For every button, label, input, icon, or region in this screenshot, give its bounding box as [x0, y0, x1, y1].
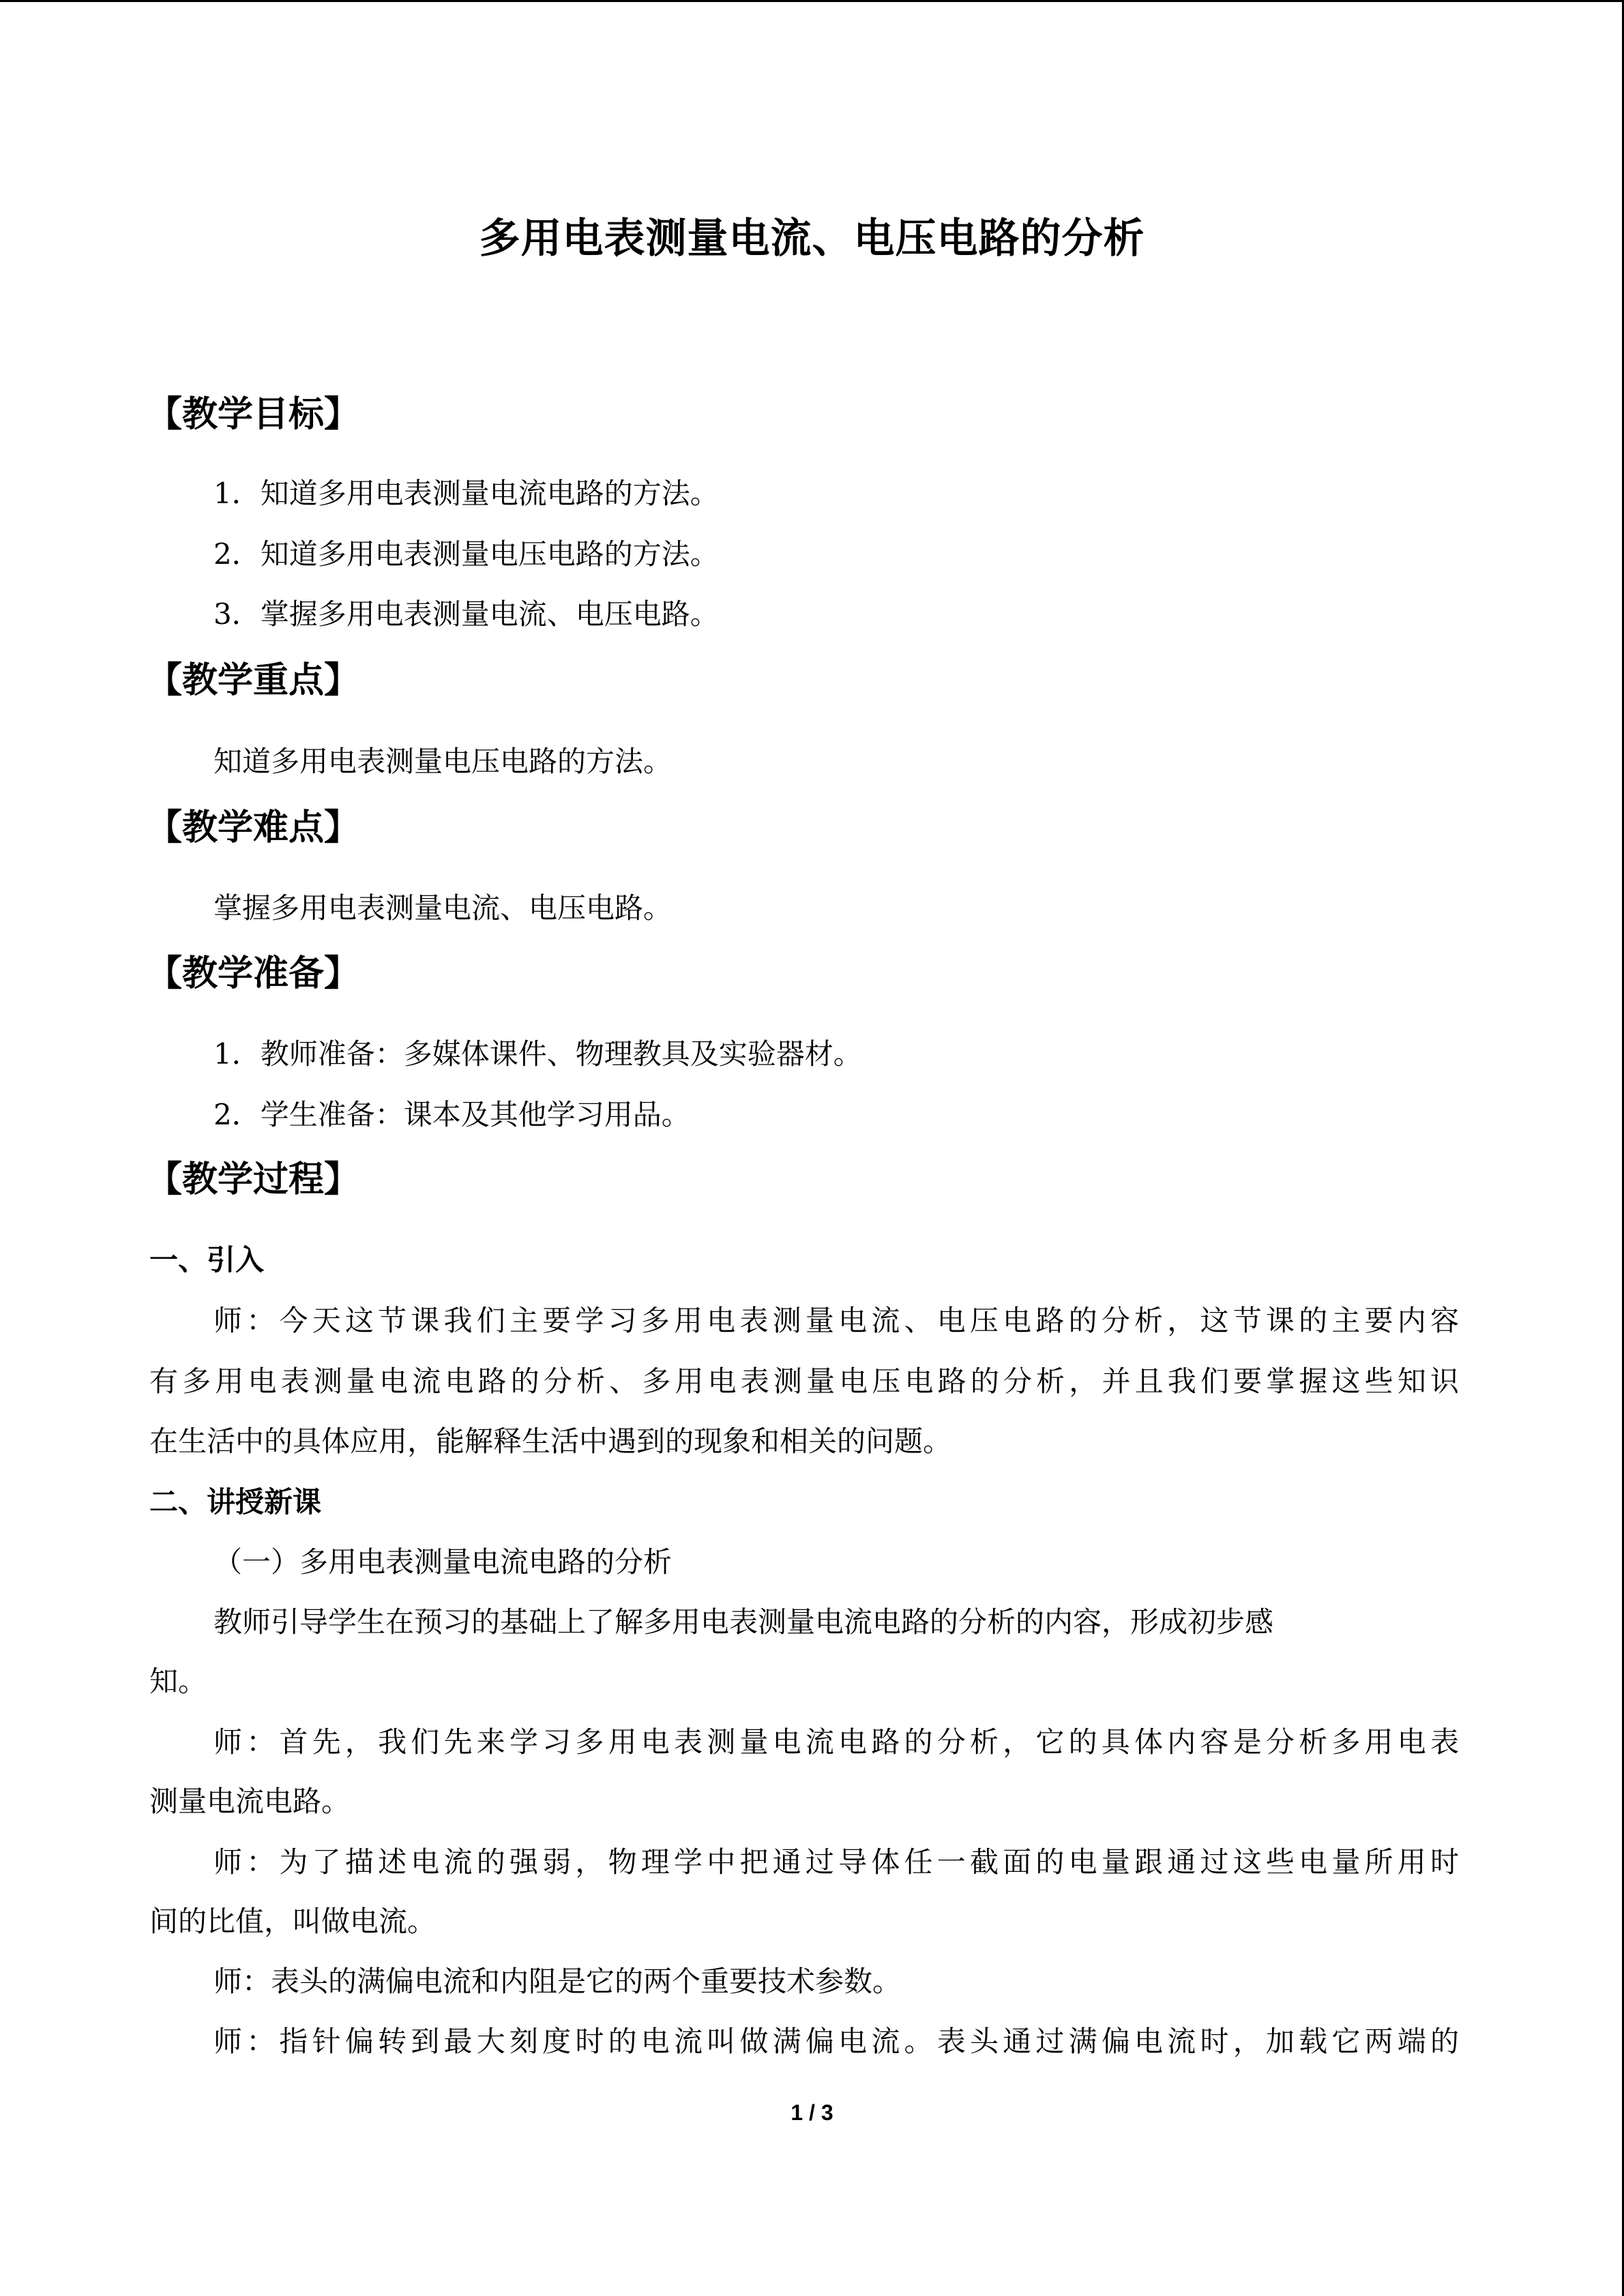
objective-item-2: 2．知道多用电表测量电压电路的方法。 — [213, 537, 719, 571]
section-heading-preparation: 【教学准备】 — [147, 953, 360, 994]
part1-title: 一、引入 — [149, 1243, 265, 1277]
subsection-title: （一）多用电表测量电流电路的分析 — [213, 1545, 673, 1579]
page-number: 1 / 3 — [791, 2100, 833, 2125]
preparation-item-1: 1．教师准备：多媒体课件、物理教具及实验器材。 — [213, 1037, 862, 1071]
part1-line-1: 师：今天这节课我们主要学习多用电表测量电流、电压电路的分析，这节课的主要内容 — [213, 1304, 1459, 1337]
objective-item-1: 1．知道多用电表测量电流电路的方法。 — [213, 477, 719, 510]
section-heading-key-points: 【教学重点】 — [147, 660, 360, 701]
section-heading-process: 【教学过程】 — [147, 1159, 360, 1200]
section-heading-objectives: 【教学目标】 — [147, 394, 360, 435]
para4-line: 师：表头的满偏电流和内阻是它的两个重要技术参数。 — [213, 1965, 902, 1998]
preparation-item-2: 2．学生准备：课本及其他学习用品。 — [213, 1098, 690, 1131]
objective-item-3: 3．掌握多用电表测量电流、电压电路。 — [213, 597, 719, 631]
para1-line-1: 教师引导学生在预习的基础上了解多用电表测量电流电路的分析的内容，形成初步感 — [213, 1605, 1274, 1639]
para2-line-2: 测量电流电路。 — [149, 1785, 351, 1818]
document-title: 多用电表测量电流、电压电路的分析 — [479, 215, 1145, 263]
para5-line: 师：指针偏转到最大刻度时的电流叫做满偏电流。表头通过满偏电流时，加载它两端的 — [213, 2025, 1459, 2058]
key-points-text: 知道多用电表测量电压电路的方法。 — [213, 745, 673, 778]
para1-line-2: 知。 — [149, 1665, 207, 1698]
part1-line-2: 有多用电表测量电流电路的分析、多用电表测量电压电路的分析，并且我们要掌握这些知识 — [149, 1365, 1459, 1398]
para2-line-1: 师：首先，我们先来学习多用电表测量电流电路的分析，它的具体内容是分析多用电表 — [213, 1725, 1459, 1759]
para3-line-2: 间的比值，叫做电流。 — [149, 1905, 437, 1938]
difficulties-text: 掌握多用电表测量电流、电压电路。 — [213, 891, 673, 925]
page-top-border — [0, 0, 1624, 2]
part1-line-3: 在生活中的具体应用，能解释生活中遇到的现象和相关的问题。 — [149, 1425, 952, 1458]
section-heading-difficulties: 【教学难点】 — [147, 807, 360, 848]
para3-line-1: 师：为了描述电流的强弱，物理学中把通过导体任一截面的电量跟通过这些电量所用时 — [213, 1845, 1459, 1879]
part2-title: 二、讲授新课 — [149, 1485, 322, 1519]
